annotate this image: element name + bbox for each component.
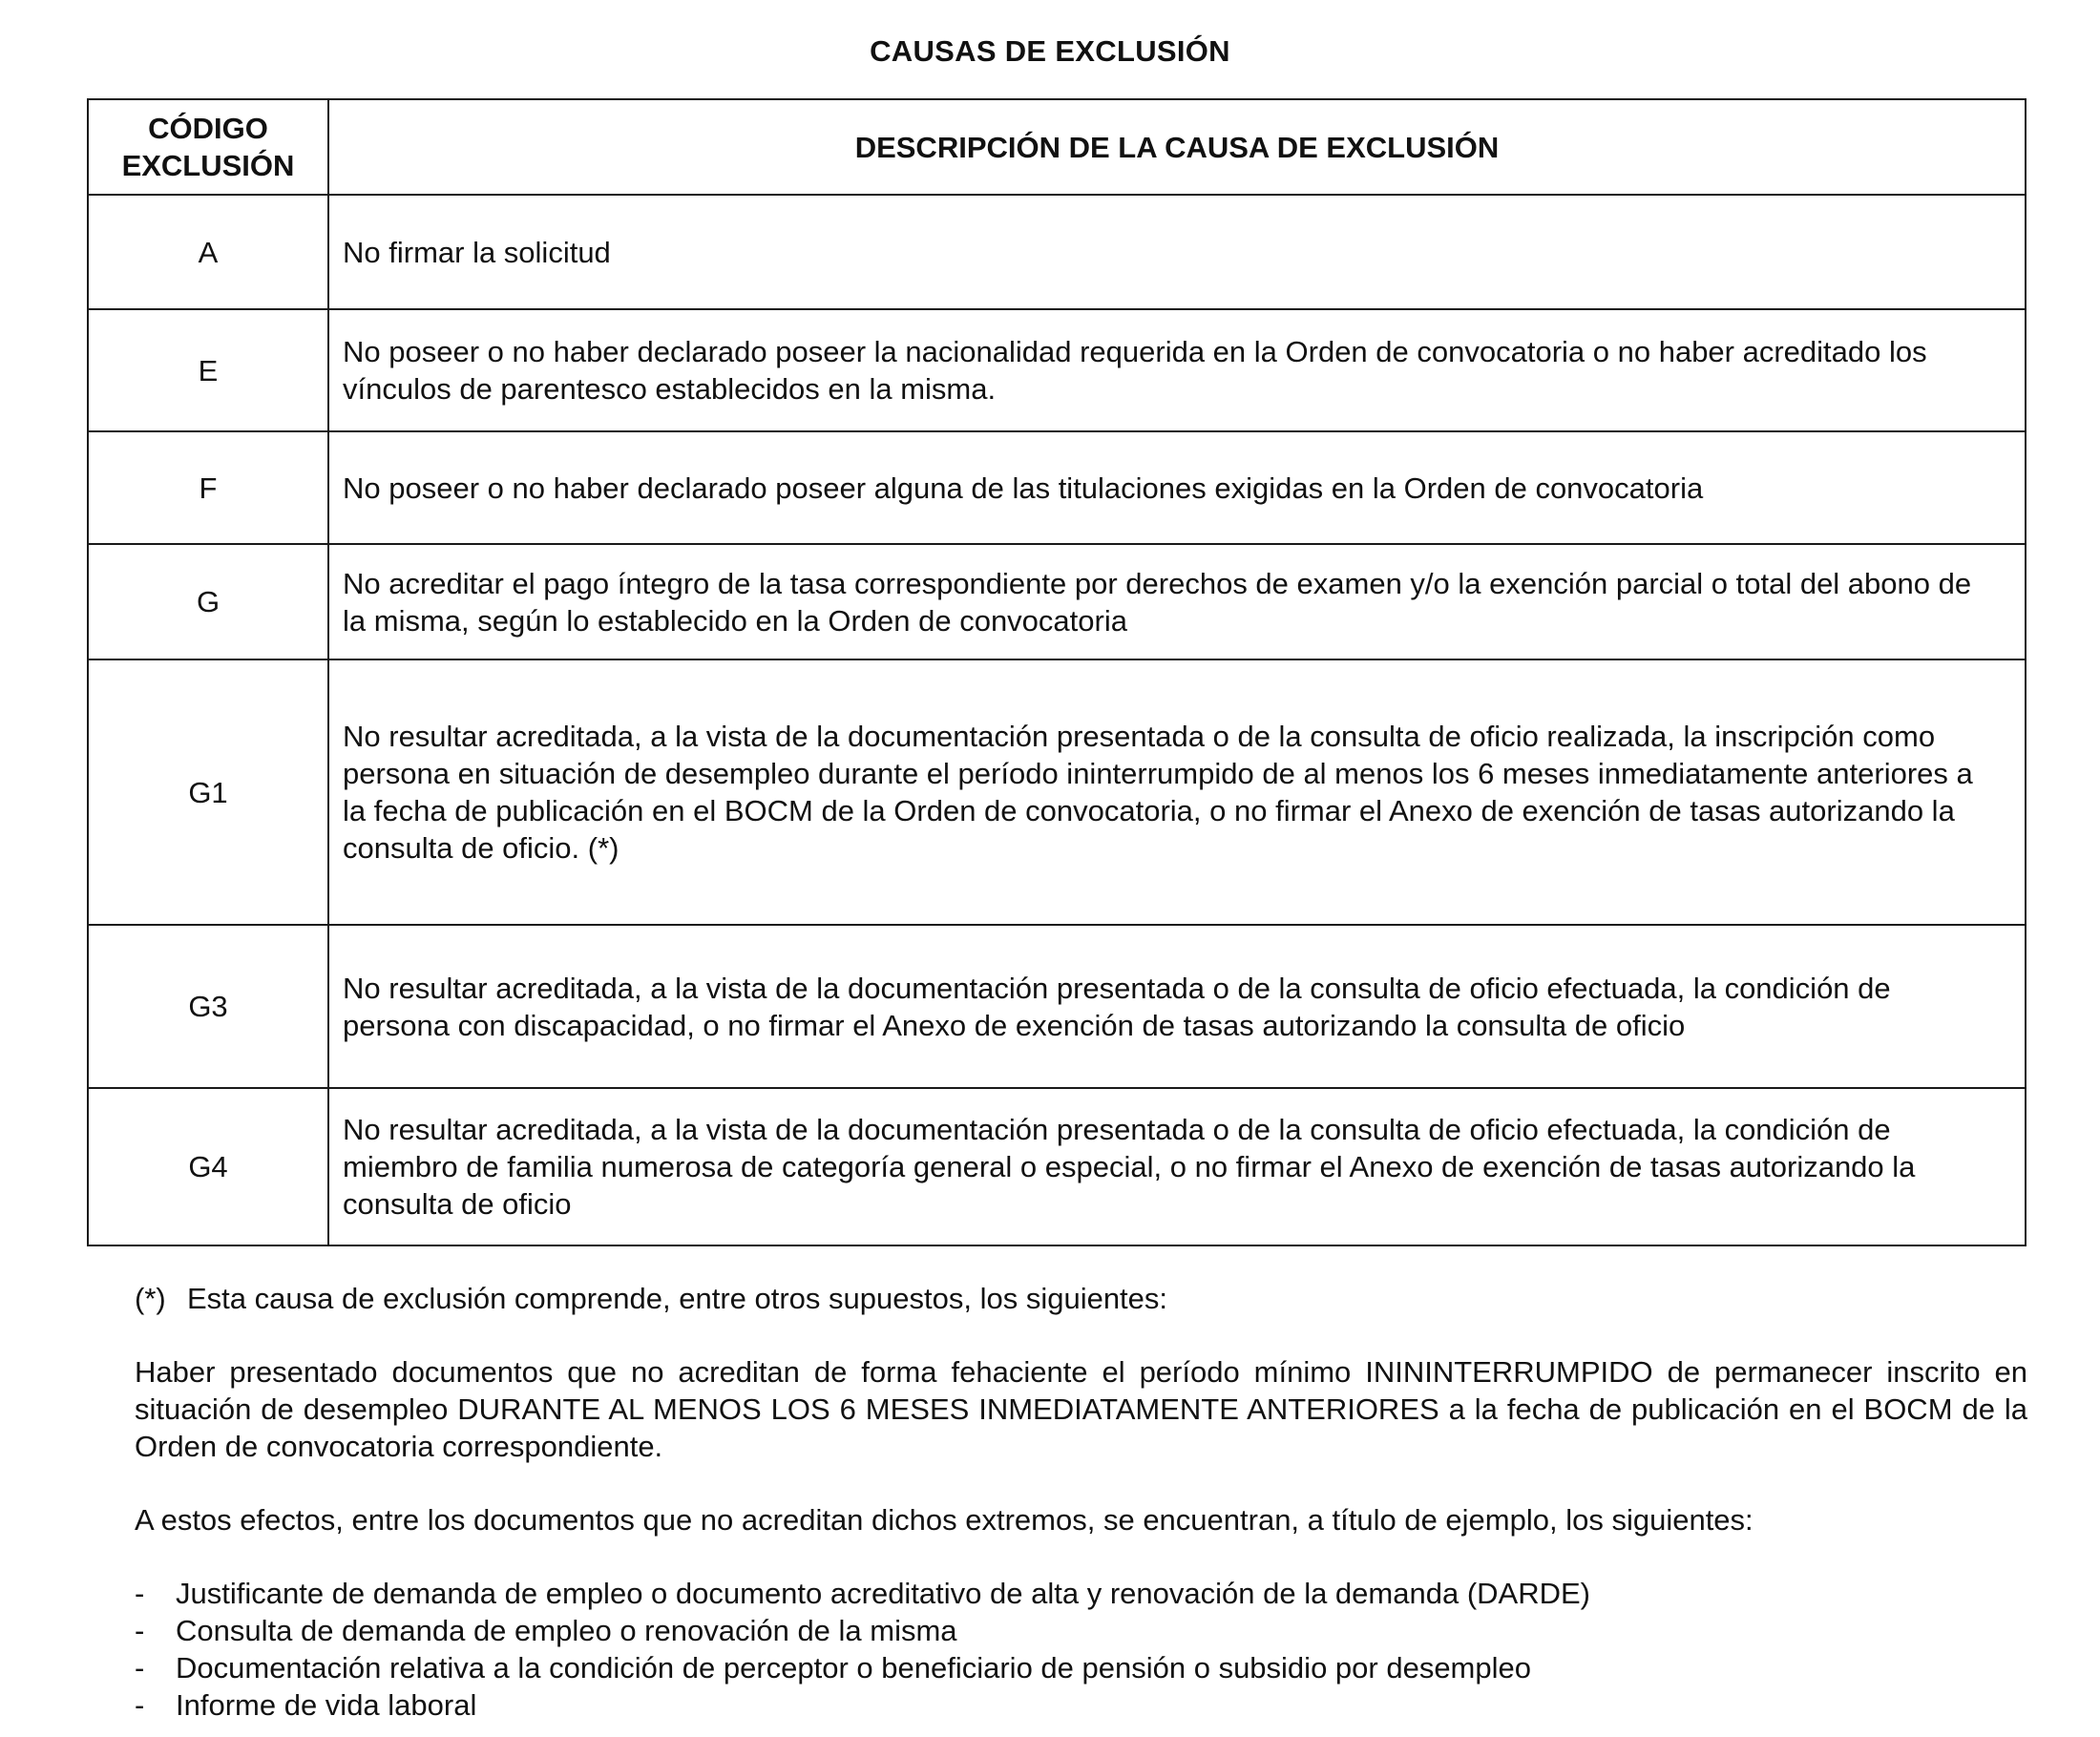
row-description: No resultar acreditada, a la vista de la documentación presentada o de la consulta de oficio efectuada, la condición de miembro de familia numerosa de categoría general o especial, o no firmar el Anexo de exención de tasas autorizando la consulta de oficio (328, 1088, 2026, 1245)
table-row (88, 925, 2026, 1088)
list-item-text: Documentación relativa a la condición de perceptor o beneficiario de pensión o subsidio por desempleo (176, 1651, 1531, 1685)
row-description: No resultar acreditada, a la vista de la documentación presentada o de la consulta de oficio realizada, la inscripción como persona en situación de desempleo durante el período ininterrumpido de al menos los 6 meses inmediatamente anteriores a la fecha de publicación en el BOCM de la Orden de convocatoria, o no firmar el Anexo de exención de tasas autorizando la consulta de oficio. (*) (328, 659, 2026, 925)
row-description: No resultar acreditada, a la vista de la documentación presentada o de la consulta de oficio efectuada, la condición de persona con discapacidad, o no firmar el Anexo de exención de tasas autorizando la consulta de oficio (328, 925, 2026, 1088)
list-item (135, 1649, 2027, 1686)
table-row (88, 544, 2026, 659)
header-code (88, 99, 328, 195)
list-item (135, 1612, 2027, 1649)
row-description: No poseer o no haber declarado poseer alguna de las titulaciones exigidas en la Orden de convocatoria (328, 431, 2026, 544)
table-row (88, 309, 2026, 431)
table-row (88, 195, 2026, 309)
table-row (88, 1088, 2026, 1245)
page-title: CAUSAS DE EXCLUSIÓN (870, 34, 1230, 68)
list-item-text: Justificante de demanda de empleo o documento acreditativo de alta y renovación de la demanda (DARDE) (176, 1577, 1590, 1610)
row-code: G4 (88, 1088, 328, 1245)
list-item (135, 1686, 2027, 1724)
examples-list (135, 1575, 2027, 1724)
table-row (88, 431, 2026, 544)
notes-paragraph-1: Haber presentado documentos que no acreditan de forma fehaciente el período mínimo INININTERRUMPIDO de permanecer inscrito en situación de desempleo DURANTE AL MENOS LOS 6 MESES INMEDIATAMENTE ANTERIORES a la fecha de publicación en el BOCM de la Orden de convocatoria correspondiente. (135, 1355, 2027, 1463)
list-item (135, 1575, 2027, 1612)
table-row (88, 659, 2026, 925)
list-bullet: - (135, 1614, 145, 1647)
exclusion-causes-table (87, 98, 2026, 1246)
list-bullet: - (135, 1651, 145, 1685)
list-item-text: Consulta de demanda de empleo o renovación de la misma (176, 1614, 957, 1647)
notes-section (135, 1280, 2027, 1724)
header-code-line2: EXCLUSIÓN (121, 149, 295, 182)
table-header-row (88, 99, 2026, 195)
row-description: No acreditar el pago íntegro de la tasa correspondiente por derechos de examen y/o la exención parcial o total del abono de la misma, según lo establecido en la Orden de convocatoria (328, 544, 2026, 659)
footnote-text: Esta causa de exclusión comprende, entre otros supuestos, los siguientes: (187, 1282, 1168, 1315)
row-code: G3 (88, 925, 328, 1088)
footnote-mark: (*) (135, 1282, 166, 1315)
row-code: F (88, 431, 328, 544)
row-description: No poseer o no haber declarado poseer la nacionalidad requerida en la Orden de convocatoria o no haber acreditado los vínculos de parentesco establecidos en la misma. (328, 309, 2026, 431)
header-code-line1: CÓDIGO (148, 112, 268, 145)
list-bullet: - (135, 1688, 145, 1722)
row-code: G1 (88, 659, 328, 925)
list-bullet: - (135, 1577, 145, 1610)
list-item-text: Informe de vida laboral (176, 1688, 477, 1722)
footnote (135, 1280, 2027, 1317)
row-description: No firmar la solicitud (328, 195, 2026, 309)
notes-paragraph-2: A estos efectos, entre los documentos que no acreditan dichos extremos, se encuentran, a título de ejemplo, los siguientes: (135, 1503, 1754, 1537)
row-code: A (88, 195, 328, 309)
row-code: G (88, 544, 328, 659)
header-description: DESCRIPCIÓN DE LA CAUSA DE EXCLUSIÓN (328, 99, 2026, 195)
row-code: E (88, 309, 328, 431)
